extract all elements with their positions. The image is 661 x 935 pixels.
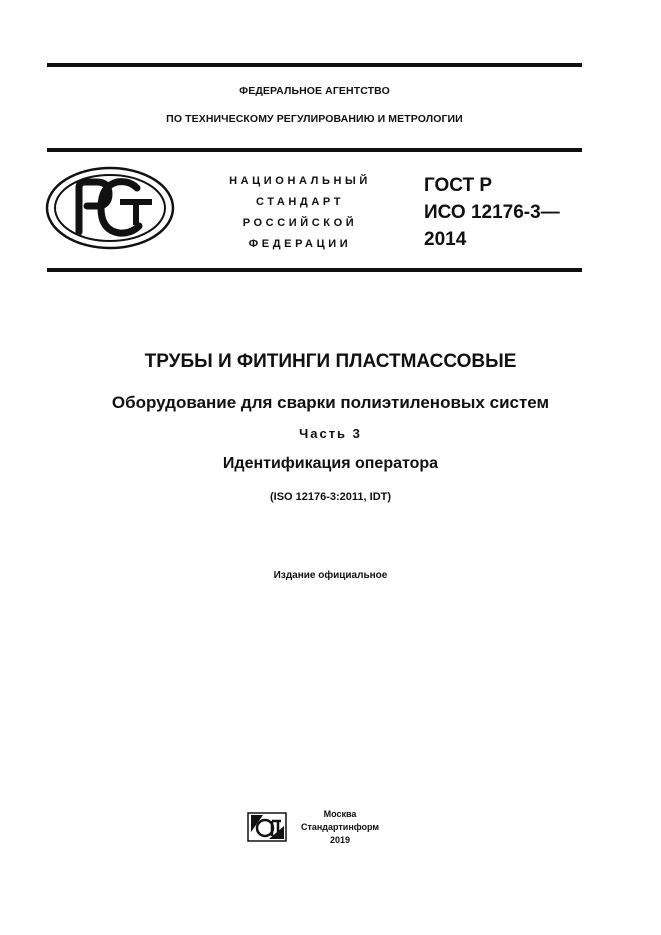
national-line-3: РОССИЙСКОЙ [242,217,358,229]
document-title: ТРУБЫ И ФИТИНГИ ПЛАСТМАССОВЫЕ [144,351,517,372]
national-line-1: НАЦИОНАЛЬНЫЙ [229,175,371,187]
national-standard-label [200,171,400,255]
middle-divider [47,148,582,152]
standartinform-logo-icon [247,812,287,842]
publisher-name: Стандартинформ [300,822,380,832]
standard-designation [424,172,560,253]
edition-note: Издание официальное [273,570,388,581]
agency-name-line-1: ФЕДЕРАЛЬНОЕ АГЕНТСТВО [239,85,390,97]
national-line-2: СТАНДАРТ [255,196,345,208]
document-subtitle: Оборудование для сварки полиэтиленовых систем [111,393,550,412]
rst-logo-icon [45,166,175,250]
designation-line-3: 2014 [424,229,467,250]
iso-reference: (ISO 12176-3:2011, IDT) [269,491,392,503]
part-title: Идентификация оператора [222,455,439,472]
national-line-4: ФЕДЕРАЦИИ [248,238,352,250]
top-divider [47,63,582,67]
publisher-imprint [300,808,380,847]
publisher-city: Москва [323,809,357,819]
bottom-divider [47,268,582,272]
publication-year: 2019 [329,835,351,845]
agency-name-line-2: ПО ТЕХНИЧЕСКОМУ РЕГУЛИРОВАНИЮ И МЕТРОЛОГИИ [166,113,463,125]
designation-line-1: ГОСТ Р [424,175,493,196]
designation-line-2: ИСО 12176-3— [424,202,560,223]
part-number: Часть 3 [299,426,362,441]
